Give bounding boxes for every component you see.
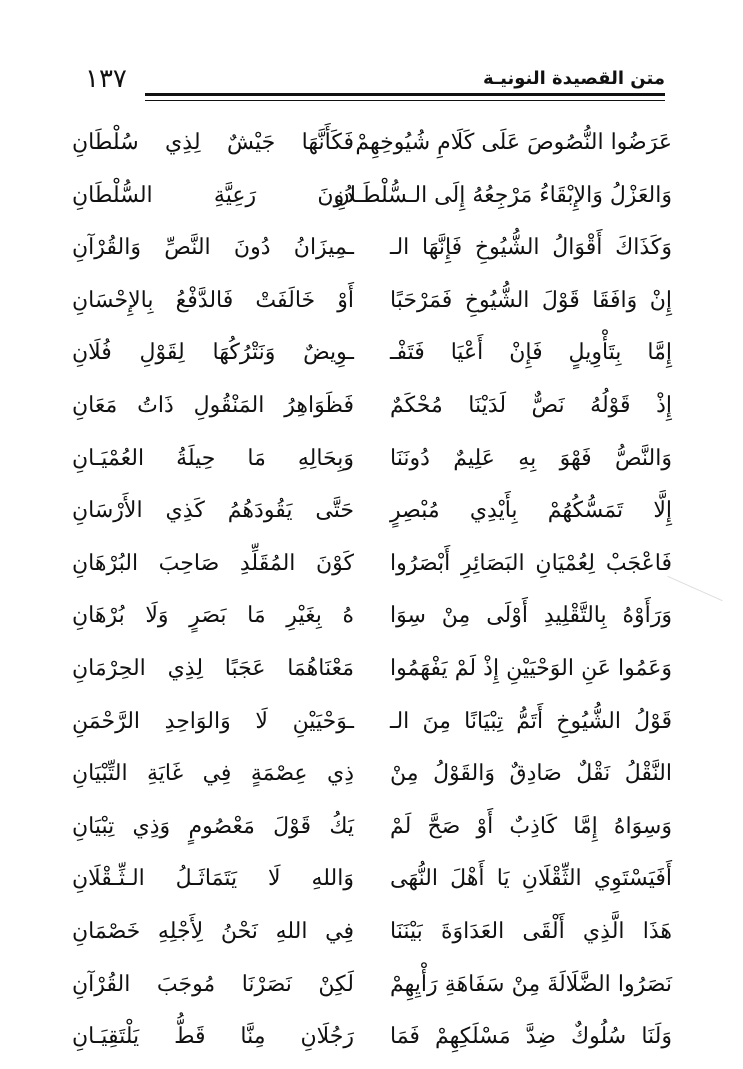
verse-second-hemistich: رَجُلَانِ مِنَّا قَطُّ يَلْتَقِيَـانِ xyxy=(72,1024,354,1050)
verse-second-hemistich: لَكِنْ نَصَرْنَا مُوجَبَ القُرْآنِ xyxy=(72,971,354,997)
verse-line xyxy=(72,328,672,381)
verse-first-hemistich: إِذْ قَوْلُهُ نَصٌّ لَدَيْنَا مُحْكَمٌ xyxy=(390,392,672,418)
verse-line xyxy=(72,381,672,434)
verse-line xyxy=(72,276,672,329)
verse-second-hemistich: وَاللهِ لَا يَتَمَاثَـلُ الـثِّـقْلَانِ xyxy=(72,866,354,892)
verse-second-hemistich: ـمِيزَانُ دُونَ النَّصِّ وَالقُرْآنِ xyxy=(72,235,354,261)
verse-first-hemistich: إِنْ وَافَقَا قَوْلَ الشُّيُوخِ فَمَرْحَبًا xyxy=(390,287,672,313)
poem-body xyxy=(72,118,672,1065)
verse-first-hemistich: قَوْلُ الشُّيُوخِ أَتَمُّ تِبْيَانًا مِنَ الـ xyxy=(390,708,672,734)
verse-line xyxy=(72,591,672,644)
verse-line xyxy=(72,118,672,171)
verse-second-hemistich: كَوْنَ المُقَلِّدِ صَاحِبَ البُرْهَانِ xyxy=(72,550,354,576)
page-number: ١٣٧ xyxy=(85,64,127,94)
verse-first-hemistich: وَكَذَاكَ أَقْوَالُ الشُّيُوخِ فَإِنَّهَا الـ xyxy=(390,235,672,261)
verse-second-hemistich: هُ بِغَيْرِ مَا بَصَرٍ وَلَا بُرْهَانِ xyxy=(72,603,354,629)
verse-second-hemistich: يَكُ قَوْلَ مَعْصُومٍ وَذِي تِبْيَانِ xyxy=(72,813,354,839)
verse-first-hemistich: وَالنَّصُّ فَهْوَ بِهِ عَلِيمٌ دُونَنَا xyxy=(390,445,672,471)
verse-first-hemistich: أَفَيَسْتَوِي الثِّقْلَانِ يَا أَهْلَ النُّهَى xyxy=(390,866,672,892)
verse-line xyxy=(72,907,672,960)
verse-line xyxy=(72,802,672,855)
verse-second-hemistich: ـوَحْيَيْنِ لَا وَالوَاحِدِ الرَّحْمَنِ xyxy=(72,708,354,734)
verse-first-hemistich: وَلَنَا سُلُوكٌ ضِدَّ مَسْلَكِهِمْ فَمَا xyxy=(390,1024,672,1050)
page-header xyxy=(85,58,665,112)
verse-first-hemistich: عَرَضُوا النُّصُوصَ عَلَى كَلَامِ شُيُوخِهِمْ xyxy=(355,130,672,155)
scan-mark xyxy=(667,576,722,601)
verse-line xyxy=(72,539,672,592)
verse-first-hemistich: وَرَأَوْهُ بِالتَّقْلِيدِ أَوْلَى مِنْ سِوَا xyxy=(390,603,672,629)
verse-second-hemistich: ذِي عِصْمَةٍ فِي غَايَةِ التِّبْيَانِ xyxy=(72,761,354,787)
verse-first-hemistich: وَعَمُوا عَنِ الوَحْيَيْنِ إِذْ لَمْ يَفْهَمُوا xyxy=(390,655,672,681)
verse-first-hemistich: وَسِوَاهُ إِمَّا كَاذِبٌ أَوْ صَحَّ لَمْ xyxy=(390,813,672,839)
verse-line xyxy=(72,749,672,802)
verse-first-hemistich: هَذَا الَّذِي أَلْقَى العَدَاوَةَ بَيْنَنَا xyxy=(390,918,672,944)
verse-line xyxy=(72,1012,672,1065)
running-title: متن القصيدة النونيـة xyxy=(483,68,665,89)
header-rule-thin xyxy=(145,100,665,101)
verse-first-hemistich: إِمَّا بِتَأْوِيلٍ فَإِنْ أَعْيَا فَتَفْـ xyxy=(390,340,672,366)
verse-second-hemistich: وَبِحَالِهِ مَا حِيلَةُ العُمْيَـانِ xyxy=(72,445,354,471)
verse-second-hemistich: فَكَأَنَّهَا جَيْشٌ لِذِي سُلْطَانِ xyxy=(72,130,354,155)
verse-line xyxy=(72,171,672,224)
verse-first-hemistich: النَّقْلُ نَقْلٌ صَادِقٌ وَالقَوْلُ مِنْ xyxy=(390,761,672,787)
verse-second-hemistich: فِي اللهِ نَحْنُ لِأَجْلِهِ خَصْمَانِ xyxy=(72,918,354,944)
verse-first-hemistich: وَالعَزْلُ وَالإِبْقَاءُ مَرْجِعُهُ إِلَى الـسُّلْطَـانِ xyxy=(333,182,672,208)
verse-line xyxy=(72,854,672,907)
verse-line xyxy=(72,697,672,750)
verse-second-hemistich: دُونَ رَعِيَّةِ السُّلْطَانِ xyxy=(72,182,354,208)
verse-first-hemistich: فَاعْجَبْ لِعُمْيَانِ البَصَائِرِ أَبْصَرُوا xyxy=(390,550,672,576)
verse-second-hemistich: مَعْنَاهُمَا عَجَبًا لِذِي الحِرْمَانِ xyxy=(72,655,354,681)
verse-line xyxy=(72,223,672,276)
verse-line xyxy=(72,960,672,1013)
verse-second-hemistich: فَظَوَاهِرُ المَنْقُولِ ذَاتُ مَعَانِ xyxy=(72,392,354,418)
verse-line xyxy=(72,434,672,487)
header-rule-thick xyxy=(145,93,665,96)
verse-second-hemistich: أَوْ خَالَفَتْ فَالدَّفْعُ بِالإِحْسَانِ xyxy=(72,287,354,313)
verse-line xyxy=(72,644,672,697)
verse-line xyxy=(72,486,672,539)
verse-second-hemistich: ـوِيضٌ وَنَتْرُكُهَا لِقَوْلِ فُلَانِ xyxy=(72,340,354,366)
verse-first-hemistich: نَصَرُوا الضَّلَالَةَ مِنْ سَفَاهَةِ رَأْيِهِمْ xyxy=(390,971,672,997)
verse-second-hemistich: حَتَّى يَقُودَهُمُ كَذِي الأَرْسَانِ xyxy=(72,498,354,524)
verse-first-hemistich: إِلَّا تَمَسُّكُهُمْ بِأَيْدِي مُبْصِرٍ xyxy=(390,498,672,524)
